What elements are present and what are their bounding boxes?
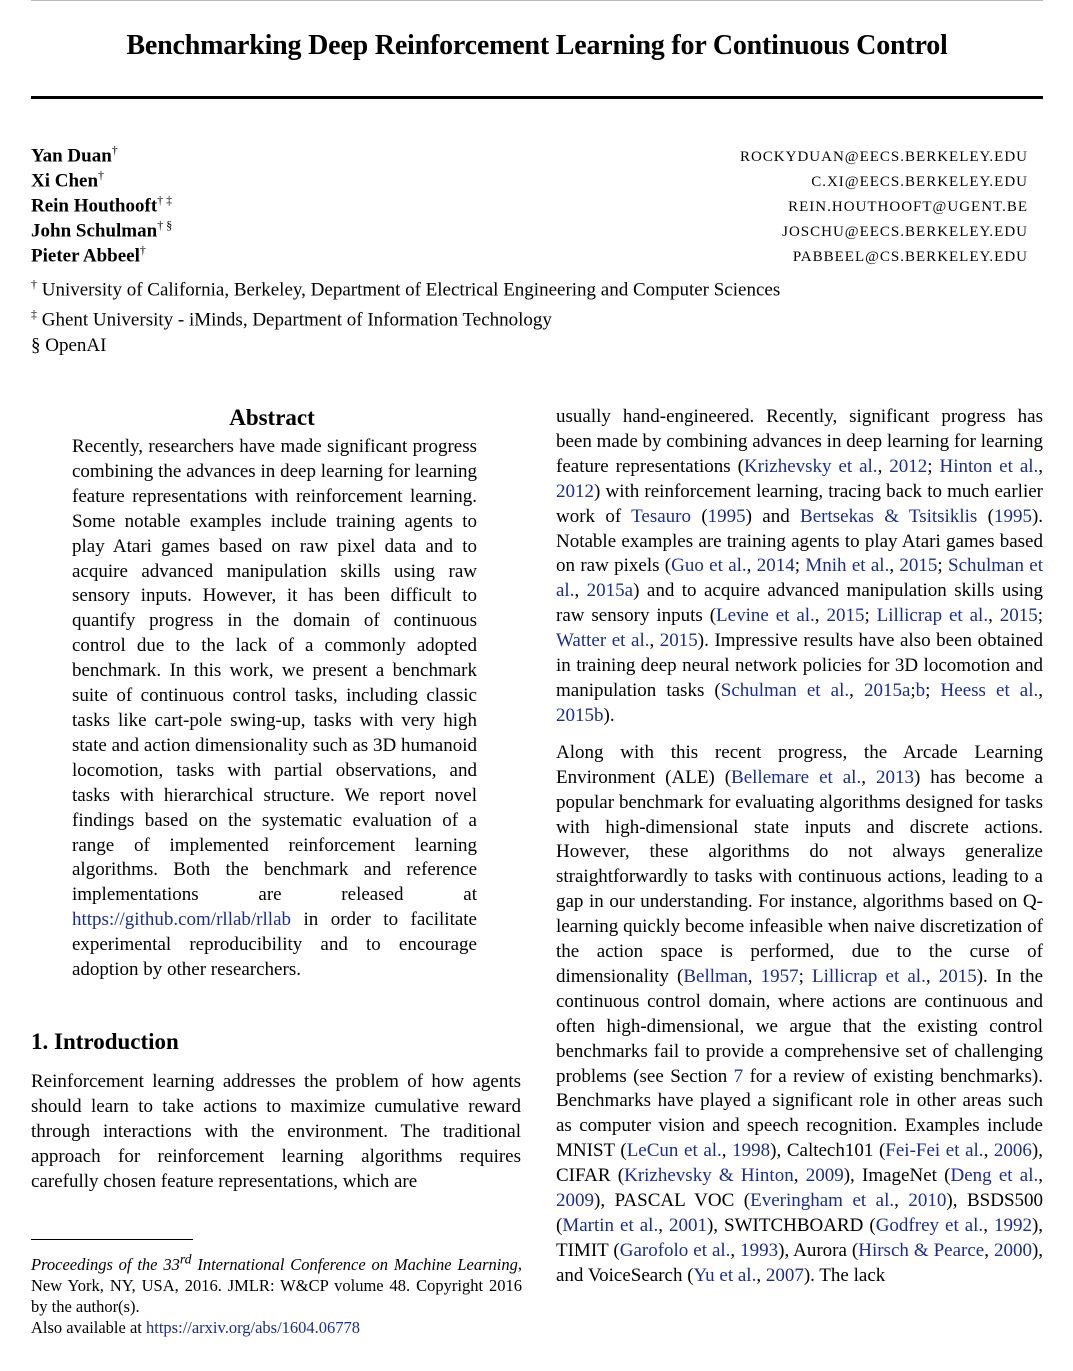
- paragraph-text: ), PASCAL VOC (: [594, 1190, 751, 1212]
- paragraph-text: ,: [925, 965, 939, 987]
- paragraph-text: ), Caltech101 (: [770, 1140, 886, 1162]
- paragraph-text: ) has become a popular benchmark for evaluating algorithms designed for tasks with high-dimensional state inputs and discrete actions. However, these algorithms do not always generalize straightforwardly to tasks with continuous actions, leading to a gap in our understanding. For instance, algorithms based on Q-learning quickly become infeasible when naive discretization of the action space is performed, due to the curse of dimensionality (: [556, 766, 1043, 987]
- author-block: [31, 143, 1028, 268]
- paragraph-text: ).: [603, 704, 615, 726]
- author-row: [31, 218, 1028, 243]
- paragraph-text: ,: [746, 555, 757, 577]
- top-rule: [31, 0, 1043, 1]
- paragraph-text: ;: [925, 679, 941, 701]
- citation-link[interactable]: Mnih et al.: [805, 555, 890, 577]
- citation-link[interactable]: 2007: [765, 1264, 804, 1286]
- paragraph-text: ), TIMIT (: [556, 1215, 1044, 1261]
- title-rule: [31, 96, 1043, 99]
- paragraph-text: (: [977, 505, 994, 527]
- citation-link[interactable]: Bellemare et al.: [731, 766, 862, 788]
- citation-link[interactable]: 2015: [826, 605, 865, 627]
- paragraph-text: ). Notable examples are training agents to play Atari games based on raw pixels (: [556, 505, 1044, 577]
- citation-link[interactable]: Garofolo et al.: [619, 1239, 731, 1261]
- citation-link[interactable]: 1998: [732, 1140, 771, 1162]
- paragraph-text: ;: [798, 965, 813, 987]
- author-name: Xi Chen†: [31, 168, 105, 192]
- citation-link[interactable]: 1992: [993, 1215, 1032, 1236]
- citation-link[interactable]: 2001: [668, 1215, 707, 1236]
- citation-link[interactable]: 7: [733, 1065, 744, 1087]
- paragraph-text: ;: [927, 455, 940, 477]
- abstract-text: Recently, researchers have made significant progress combining the advances in deep learning for learning feature representations with reinforcement learning. Some notable examples include training agents to play Atari games based on raw pixel data and to acquire advanced manipulation skills using raw sensory inputs. However, it has been difficult to quantify progress in the domain of continuous control due to the lack of a commonly adopted benchmark. In this work, we present a benchmark suite of continuous control tasks, including classic tasks like cart-pole swing-up, tasks with very high state and action dimensionality such as 3D humanoid locomotion, tasks with partial observations, and tasks with hierarchical structure. We report novel findings based on the systematic evaluation of a range of implemented reinforcement learning algorithms. Both the benchmark and reference implementations are released at https://github.com/rllab/rllab in order to facilitate experimental reproducibility and to encourage adoption by other researchers.: [72, 436, 477, 981]
- paragraph-text: Along with this recent progress, the Arcade Learning Environment (ALE) (: [556, 741, 1043, 788]
- citation-link[interactable]: Godfrey et al.: [875, 1215, 984, 1236]
- citation-link[interactable]: 2015a: [586, 580, 634, 602]
- citation-link[interactable]: Hinton et al.: [939, 455, 1039, 477]
- paragraph-text: ;: [910, 679, 916, 701]
- paragraph-text: ). Impressive results have also been obtained in training deep neural network policies for 3D locomotion and manipulation tasks (: [556, 630, 1044, 701]
- paragraph-text: ;: [864, 605, 877, 627]
- citation-link[interactable]: Schulman et al.: [556, 555, 1044, 602]
- citation-link[interactable]: b: [915, 679, 926, 701]
- citation-link[interactable]: 1957: [760, 965, 799, 987]
- citation-link[interactable]: Guo et al.: [671, 555, 747, 577]
- author-row: [31, 143, 1028, 168]
- author-name: John Schulman† §: [31, 218, 173, 242]
- citation-link[interactable]: 2015: [938, 965, 977, 987]
- paragraph-text: ). In the continuous control domain, where actions are continuous and often high-dimensional, we argue that the existing control benchmarks fail to provide a comprehensive set of challenging problems (see Section: [556, 965, 1044, 1087]
- paragraph-text: ,: [988, 605, 1000, 627]
- citation-link[interactable]: Krizhevsky et al.: [743, 455, 878, 477]
- citation-link[interactable]: 2009: [556, 1190, 594, 1212]
- github-link[interactable]: https://github.com/rllab/rllab: [72, 909, 292, 931]
- citation-link[interactable]: Everingham et al.: [750, 1190, 895, 1212]
- citation-link[interactable]: Bellman: [683, 965, 748, 987]
- paragraph-text: ,: [1038, 679, 1044, 701]
- citation-link[interactable]: Heess et al.: [940, 679, 1039, 701]
- paragraph-text: usually hand-engineered. Recently, significant progress has been made by combining advances in deep learning for learning feature representations (: [556, 406, 1043, 477]
- paragraph-text: ,: [730, 1239, 741, 1261]
- citation-link[interactable]: Levine et al.: [716, 605, 815, 627]
- paragraph-text: ) and: [745, 505, 801, 527]
- affiliation-line: § OpenAI: [31, 334, 107, 356]
- paragraph-text: ,: [889, 555, 900, 577]
- citation-link[interactable]: 2012: [556, 480, 594, 502]
- paragraph-text: ,: [984, 1239, 994, 1261]
- paragraph-text: ,: [721, 1140, 733, 1162]
- author-email[interactable]: REIN.HOUTHOOFT@UGENT.BE: [788, 199, 1028, 216]
- citation-link[interactable]: 2012: [889, 455, 928, 477]
- paragraph-text: ), ImageNet (: [843, 1165, 951, 1187]
- paragraph-text: ,: [814, 605, 827, 627]
- paragraph-text: ,: [861, 766, 876, 788]
- author-name: Pieter Abbeel†: [31, 243, 146, 267]
- paragraph-text: ,: [574, 580, 587, 602]
- citation-link[interactable]: LeCun et al.: [626, 1140, 722, 1162]
- citation-link[interactable]: Bertsekas & Tsitsiklis: [800, 505, 978, 527]
- citation-link[interactable]: 2015: [899, 555, 938, 577]
- citation-link[interactable]: Krizhevsky & Hinton: [624, 1165, 794, 1187]
- paragraph-text: for a review of existing benchmarks). Benchmarks have played a significant role in other areas such as computer vision and speech recognition. Examples include MNIST (: [556, 1065, 1043, 1162]
- citation-link[interactable]: 2015a: [863, 679, 911, 701]
- paragraph-text: ) with reinforcement learning, tracing back to much earlier work of: [556, 480, 1043, 527]
- citation-link[interactable]: Schulman et al.: [720, 679, 850, 701]
- paragraph-text: ), CIFAR (: [556, 1140, 1043, 1187]
- author-name: Yan Duan†: [31, 143, 118, 167]
- citation-link[interactable]: Yu et al.: [693, 1264, 757, 1286]
- abstract-heading: Abstract: [229, 405, 315, 430]
- citation-link[interactable]: Watter et al.: [556, 630, 650, 652]
- paragraph-text: ), and VoiceSearch (: [556, 1239, 1044, 1286]
- citation-link[interactable]: Fei-Fei et al.: [885, 1140, 984, 1162]
- affiliation-line: † University of California, Berkeley, Department of Electrical Engineering and Computer Sciences: [31, 277, 781, 301]
- citation-link[interactable]: 2009: [805, 1165, 844, 1187]
- author-email[interactable]: ROCKYDUAN@EECS.BERKELEY.EDU: [739, 149, 1028, 166]
- section-heading-introduction: 1. Introduction: [31, 1028, 179, 1054]
- citation-link[interactable]: Tesauro: [631, 505, 692, 527]
- citation-link[interactable]: 2015: [999, 605, 1038, 627]
- citation-link[interactable]: 2013: [875, 766, 914, 788]
- citation-link[interactable]: Hirsch & Pearce: [858, 1239, 985, 1261]
- paragraph-text: ,: [793, 1165, 806, 1187]
- author-name: Rein Houthooft† ‡: [31, 193, 173, 217]
- footnote: Proceedings of the 33rd International Conference on Machine Learning, New York, NY, USA, 2016. JMLR: W&CP volume 48. Copyright 2016 by the author(s). Also available at https://arxiv.org/abs/1604.06778: [31, 1251, 522, 1337]
- paragraph-text: ;: [937, 555, 948, 577]
- paragraph-text: ), SWITCHBOARD (: [706, 1215, 876, 1236]
- citation-link[interactable]: 2015b: [556, 704, 604, 726]
- author-row: [31, 193, 1028, 218]
- paragraph-text: ), Aurora (: [778, 1239, 859, 1261]
- paragraph-text: ,: [849, 679, 864, 701]
- citation-link[interactable]: 2010: [908, 1190, 947, 1212]
- author-email[interactable]: C.XI@EECS.BERKELEY.EDU: [811, 174, 1028, 191]
- author-email[interactable]: JOSCHU@EECS.BERKELEY.EDU: [782, 224, 1028, 241]
- citation-link[interactable]: 1995: [993, 505, 1032, 527]
- citation-link[interactable]: Lillicrap et al.: [876, 605, 989, 627]
- author-row: [31, 243, 1028, 268]
- arxiv-link[interactable]: https://arxiv.org/abs/1604.06778: [146, 1317, 361, 1337]
- author-row: [31, 168, 1028, 193]
- paragraph-text: ). The lack: [803, 1264, 886, 1286]
- citation-link[interactable]: 1993: [740, 1239, 779, 1261]
- paragraph: [556, 405, 1043, 729]
- citation-link[interactable]: Lillicrap et al.: [812, 965, 926, 987]
- paragraph-text: ;: [1037, 605, 1044, 627]
- paragraph-text: ,: [983, 1140, 994, 1162]
- paragraph-text: ,: [658, 1215, 669, 1236]
- author-email[interactable]: PABBEEL@CS.BERKELEY.EDU: [792, 249, 1028, 266]
- citation-link[interactable]: Martin et al.: [562, 1215, 659, 1236]
- paragraph-text: ), BSDS500 (: [556, 1190, 1044, 1236]
- paragraph-text: ,: [1038, 1165, 1043, 1187]
- affiliations: [31, 272, 780, 358]
- paragraph-text: ,: [983, 1215, 994, 1236]
- paragraph-text: ,: [756, 1264, 766, 1286]
- paragraph-text: ,: [747, 965, 761, 987]
- paper-title: Benchmarking Deep Reinforcement Learning for Continuous Control: [126, 30, 948, 61]
- paragraph-text: ,: [649, 630, 660, 652]
- footnote-rule: [31, 1239, 193, 1240]
- paragraph: [556, 741, 1043, 1289]
- right-column: [556, 405, 1043, 1289]
- citation-link[interactable]: 2000: [993, 1239, 1032, 1261]
- paragraph-text: ,: [877, 455, 890, 477]
- paragraph-text: ,: [1038, 455, 1044, 477]
- paragraph-text: ) and to acquire advanced manipulation skills using raw sensory inputs (: [556, 580, 1044, 627]
- citation-link[interactable]: 1995: [707, 505, 746, 527]
- affiliation-line: ‡ Ghent University - iMinds, Department of Information Technology: [31, 307, 552, 331]
- citation-link[interactable]: 2015: [659, 630, 698, 652]
- introduction-text: Reinforcement learning addresses the problem of how agents should learn to take actions to maximize cumulative reward through interactions with the environment. The traditional approach for reinforcement learning algorithms requires carefully chosen feature representations, which are: [31, 1070, 521, 1192]
- citation-link[interactable]: 2014: [756, 555, 795, 577]
- left-column: [31, 405, 521, 1194]
- paragraph-text: ;: [794, 555, 806, 577]
- citation-link[interactable]: Deng et al.: [950, 1165, 1039, 1187]
- citation-link[interactable]: 2006: [993, 1140, 1032, 1162]
- paragraph-text: ,: [894, 1190, 909, 1212]
- paragraph-text: (: [691, 505, 708, 527]
